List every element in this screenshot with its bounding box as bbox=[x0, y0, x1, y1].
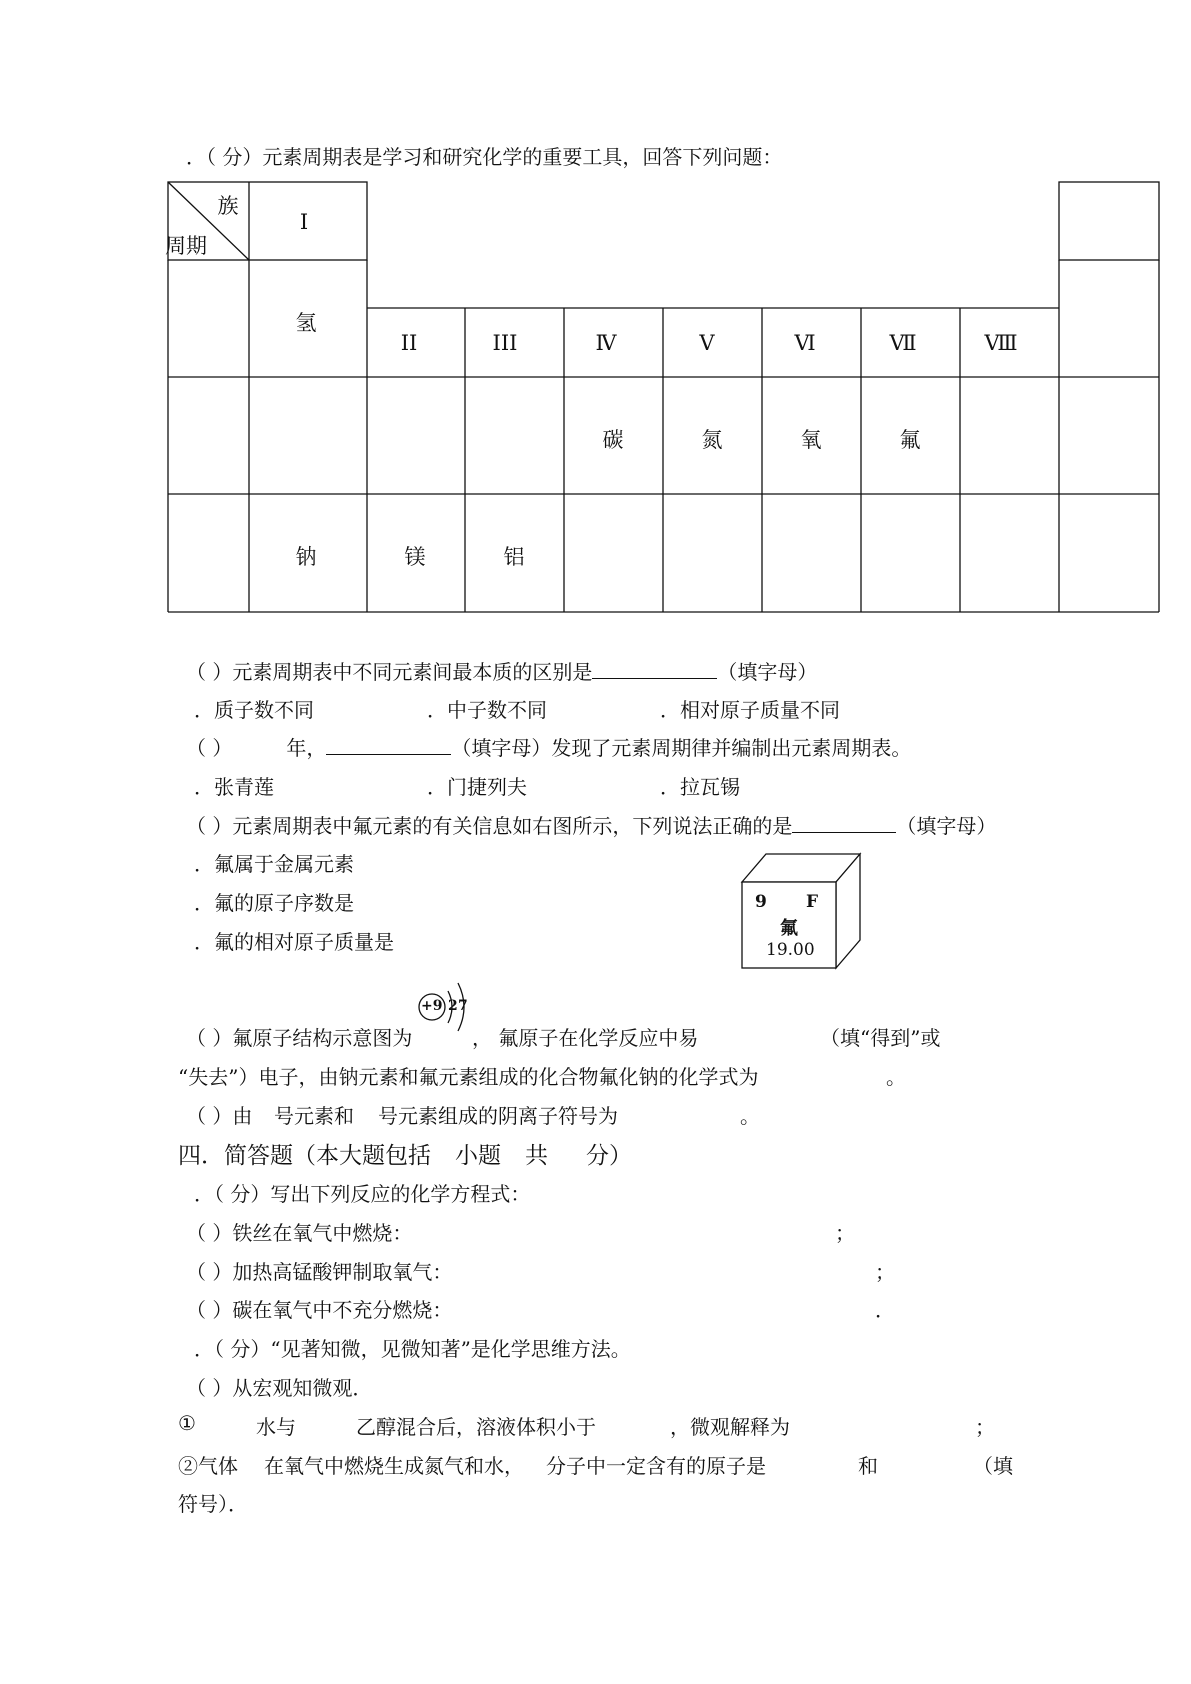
q4-stem-b: ， 氟原子在化学反应中易 bbox=[472, 1026, 699, 1050]
q3-answer-blank[interactable] bbox=[792, 812, 896, 833]
section-4-title-c: 共 bbox=[525, 1143, 548, 1169]
q4-stem-c: （填“得到”或 bbox=[820, 1026, 941, 1050]
cell-fluorine: 氟 bbox=[899, 428, 921, 452]
q5-a: （ ）由 bbox=[186, 1104, 253, 1128]
q2-stem-prefix: （ ） bbox=[186, 736, 233, 760]
cell-hydrogen: 氢 bbox=[295, 311, 317, 335]
cell-oxygen: 氧 bbox=[800, 428, 822, 452]
group-VIII-label: Ⅷ bbox=[984, 331, 1018, 355]
cell-magnesium: 镁 bbox=[404, 545, 426, 569]
q3-option-a: ．氟属于金属元素 bbox=[194, 852, 354, 876]
q1-stem-text: （ ）元素周期表中不同元素间最本质的区别是 bbox=[186, 660, 593, 684]
atom-shell-1-electrons: 2 bbox=[448, 998, 458, 1014]
q7-l2-e: （填 bbox=[973, 1454, 1013, 1478]
q7-l1-b: 水与 bbox=[256, 1415, 296, 1439]
cube-symbol: F bbox=[806, 892, 819, 912]
q3-stem-text: （ ）元素周期表中氟元素的有关信息如右图所示，下列说法正确的是 bbox=[186, 814, 793, 838]
header-group-label: 族 bbox=[217, 194, 239, 218]
q4-line2-a: “失去”）电子，由钠元素和氟元素组成的化合物氟化钠的化学式为 bbox=[178, 1065, 759, 1089]
q1-answer-blank[interactable] bbox=[592, 658, 717, 679]
cell-sodium: 钠 bbox=[295, 545, 317, 569]
q3-stem bbox=[186, 810, 996, 839]
group-V-label: V bbox=[699, 331, 715, 355]
cube-atomic-number: 9 bbox=[755, 892, 767, 912]
q1-stem-hint: （填字母） bbox=[717, 660, 818, 684]
q6-item2-end: ； bbox=[875, 1260, 895, 1284]
q7-l3: 符号）． bbox=[178, 1492, 248, 1516]
section-4-title-b: 小题 bbox=[455, 1143, 501, 1169]
q1-option-c: ．相对原子质量不同 bbox=[660, 698, 840, 722]
cube-element-name: 氟 bbox=[780, 918, 798, 939]
q3-stem-hint: （填字母） bbox=[896, 814, 997, 838]
q5-b: 号元素和 bbox=[274, 1104, 354, 1128]
q7-l1-c: 乙醇混合后，溶液体积小于 bbox=[356, 1415, 596, 1439]
q2-stem bbox=[186, 732, 911, 761]
atom-nucleus-charge: +9 bbox=[421, 998, 443, 1014]
q3-option-c: ．氟的相对原子质量是 bbox=[194, 930, 394, 954]
q1-option-b: ．中子数不同 bbox=[427, 698, 547, 722]
q3-option-b: ．氟的原子序数是 bbox=[194, 891, 354, 915]
q1-stem bbox=[186, 656, 817, 685]
q1-option-a: ．质子数不同 bbox=[194, 698, 314, 722]
section-4-title-d: 分） bbox=[586, 1143, 632, 1169]
q6-intro: ．（ 分）写出下列反应的化学方程式： bbox=[194, 1182, 531, 1206]
group-VII-label: Ⅶ bbox=[889, 331, 917, 355]
q2-option-a: ．张青莲 bbox=[194, 775, 274, 799]
group-II-label: II bbox=[400, 331, 418, 355]
q2-answer-blank[interactable] bbox=[326, 734, 451, 755]
q2-option-c: ．拉瓦锡 bbox=[660, 775, 740, 799]
q2-option-b: ．门捷列夫 bbox=[427, 775, 527, 799]
q6-item3-end: ． bbox=[875, 1298, 895, 1322]
q7-l2-d: 和 bbox=[858, 1454, 878, 1478]
q4-stem-a: （ ）氟原子结构示意图为 bbox=[186, 1026, 413, 1050]
q6-item1: （ ）铁丝在氧气中燃烧： bbox=[186, 1221, 413, 1245]
q6-item2: （ ）加热高锰酸钾制取氧气： bbox=[186, 1260, 453, 1284]
cell-carbon: 碳 bbox=[602, 428, 624, 452]
q7-l1-a: ① bbox=[178, 1411, 196, 1435]
group-I-label: I bbox=[299, 210, 309, 234]
q7-l1-d: ，微观解释为 bbox=[670, 1415, 790, 1439]
q7-sub1: （ ）从宏观知微观． bbox=[186, 1376, 373, 1400]
q2-stem-year: 年， bbox=[286, 736, 327, 760]
q6-item3: （ ）碳在氧气中不充分燃烧： bbox=[186, 1298, 453, 1322]
section-4-title bbox=[178, 1137, 632, 1170]
group-VI-label: Ⅵ bbox=[794, 331, 816, 355]
question-intro: ．（ 分）元素周期表是学习和研究化学的重要工具，回答下列问题： bbox=[186, 145, 783, 169]
q6-item1-end: ； bbox=[835, 1221, 855, 1245]
cube-atomic-mass: 19.00 bbox=[766, 940, 815, 960]
q5-d: 。 bbox=[740, 1104, 760, 1128]
q5-c: 号元素组成的阴离子符号为 bbox=[378, 1104, 618, 1128]
q7-l2-c: 分子中一定含有的原子是 bbox=[546, 1454, 766, 1478]
atom-shell-2-electrons: 7 bbox=[458, 998, 468, 1014]
q7-l1-e: ； bbox=[975, 1415, 995, 1439]
q7-intro: ．（ 分）“见著知微，见微知著”是化学思维方法。 bbox=[194, 1337, 631, 1361]
group-III-label: III bbox=[492, 331, 518, 355]
section-4-title-a: 四．简答题（本大题包括 bbox=[178, 1143, 431, 1169]
q7-l2-b: 在氧气中燃烧生成氮气和水， bbox=[264, 1454, 524, 1478]
cell-aluminum: 铝 bbox=[503, 545, 525, 569]
q2-stem-rest: （填字母）发现了元素周期律并编制出元素周期表。 bbox=[451, 736, 912, 760]
q4-line2-b: 。 bbox=[886, 1065, 906, 1089]
header-period-label: 周期 bbox=[165, 234, 207, 258]
cell-nitrogen: 氮 bbox=[701, 428, 723, 452]
group-IV-label: Ⅳ bbox=[595, 331, 617, 355]
q7-l2-a: ②气体 bbox=[178, 1454, 238, 1478]
